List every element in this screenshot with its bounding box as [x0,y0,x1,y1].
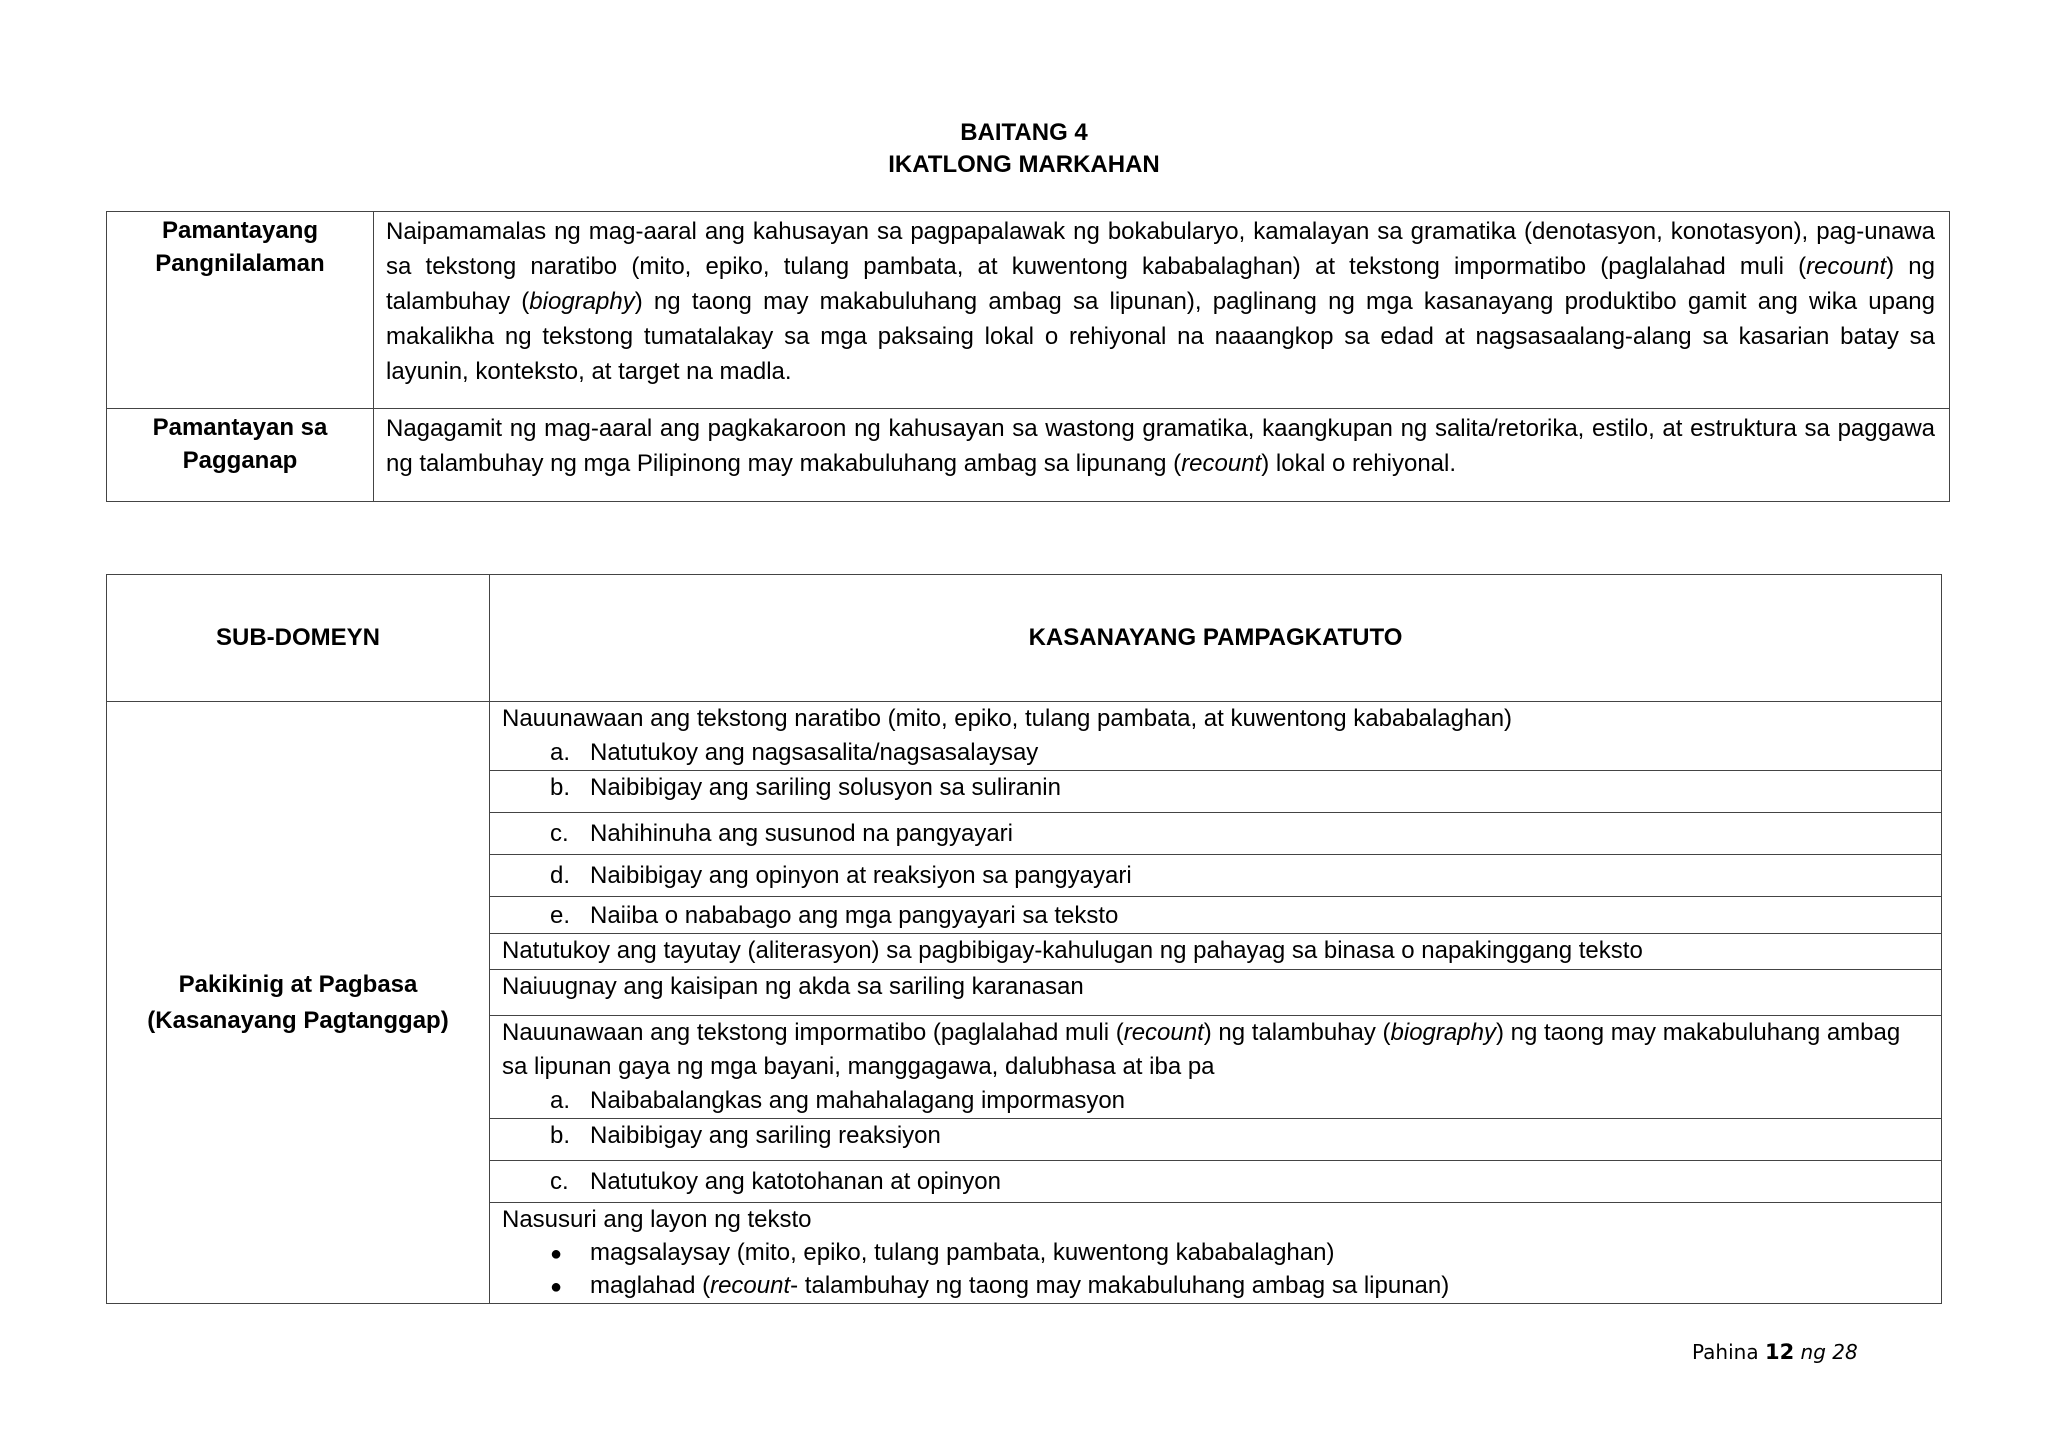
list-item [502,1161,1927,1199]
item-marker: b. [550,774,571,801]
page-total: 28 [1832,1340,1858,1364]
competency-cell [490,1119,1942,1161]
performance-standard-text: Nagagamit ng mag-aaral ang pagkakaroon ng kahusayan sa wastong gramatika, kaangkupan ng salita/retorika, estilo, at estruktura sa paggawa ng talambuhay ng mga Pilipinong may makabuluhang ambag sa lipunang (recount) lokal o rehiyonal. [374,409,1950,502]
bullet-icon: ● [550,1243,563,1265]
performance-standard-row [107,409,1950,502]
item-text: Natutukoy ang katotohanan at opinyon [590,1168,1001,1195]
competency-cell: Natutukoy ang tayutay (aliterasyon) sa pagbibigay-kahulugan ng pahayag sa binasa o napakinggang teksto [490,934,1942,970]
page-number: 12 [1764,1340,1795,1364]
item-text: Naibibigay ang opinyon at reaksiyon sa pangyayari [590,862,1132,889]
subdomain-line2: (Kasanayang Pagtanggap) [147,1006,449,1034]
competency-cell [490,897,1942,934]
item-marker: a. [550,1087,571,1114]
competency-cell [490,855,1942,897]
item-marker: b. [550,1122,571,1149]
content-standard-row [107,212,1950,409]
list-item [502,736,1927,770]
page-footer [1692,1340,1858,1364]
list-item [502,813,1927,851]
subdomain-column-header: SUB-DOMEYN [107,575,490,702]
competency-cell [490,1016,1942,1119]
competency-cell [490,1161,1942,1203]
table-row [107,702,1942,771]
content-standard-text: Naipamamalas ng mag-aaral ang kahusayan sa pagpapalawak ng bokabularyo, kamalayan sa gramatika (denotasyon, konotasyon), pag-unawa sa tekstong naratibo (mito, epiko, tulang pambata, at kuwentong kababalaghan) at tekstong impormatibo (paglalahad muli (recount) ng talambuhay (biography) ng taong may makabuluhang ambag sa lipunan), paglinang ng mga kasanayang produktibo gamit ang wika upang makalikha ng tekstong tumatalakay sa mga paksaing lokal o rehiyonal na naaangkop sa edad at nagsasaalang-alang sa kasarian batay sa layunin, konteksto, at target na madla. [374,212,1950,409]
page-label: Pahina [1692,1340,1759,1364]
list-item [502,855,1927,893]
group2-intro: Nauunawaan ang tekstong impormatibo (paglalahad muli (recount) ng talambuhay (biography) ng taong may makabuluhang ambag sa lipunan gaya ng mga bayani, manggagawa, dalubhasa at iba pa [502,1019,1901,1080]
item-text: Natutukoy ang nagsasalita/nagsasalaysay [590,739,1039,766]
competencies-table [106,574,1942,1304]
competency-cell [490,813,1942,855]
item-text: Naiiba o nababago ang mga pangyayari sa teksto [590,902,1119,929]
quarter-heading: IKATLONG MARKAHAN [888,151,1160,178]
competency-cell [490,702,1942,771]
group1-intro: Nauunawaan ang tekstong naratibo (mito, epiko, tulang pambata, at kuwentong kababalaghan) [502,705,1513,732]
performance-standard-label: Pamantayan sa Pagganap [107,409,374,502]
subdomain-line1: Pakikinig at Pagbasa [178,970,418,998]
bullet-text: magsalaysay (mito, epiko, tulang pambata, kuwentong kababalaghan) [590,1239,1335,1266]
bullet-item [502,1237,1927,1270]
list-item [502,897,1927,933]
item-marker: c. [550,1168,569,1195]
content-standard-label: Pamantayang Pangnilalaman [107,212,374,409]
competency-cell [490,1203,1942,1304]
item-text: Nahihinuha ang susunod na pangyayari [590,820,1013,847]
list-item [502,1084,1927,1118]
item-marker: a. [550,739,571,766]
list-item [502,1119,1927,1153]
page-separator: ng [1800,1340,1826,1364]
grade-heading: BAITANG 4 [960,119,1088,146]
bullet-icon: ● [550,1276,563,1298]
competency-column-header: KASANAYANG PAMPAGKATUTO [490,575,1942,702]
competency-cell: Naiuugnay ang kaisipan ng akda sa sariling karanasan [490,970,1942,1016]
list-item [502,771,1927,805]
group3-intro: Nasusuri ang layon ng teksto [502,1206,812,1233]
subdomain-cell [107,702,490,1304]
competency-cell [490,771,1942,813]
item-marker: c. [550,820,569,847]
item-text: Naibibigay ang sariling reaksiyon [590,1122,941,1149]
standards-table [106,211,1950,502]
item-text: Naibibigay ang sariling solusyon sa suliranin [590,774,1061,801]
item-text: Naibabalangkas ang mahahalagang impormasyon [590,1087,1126,1114]
bullet-item [502,1270,1927,1303]
item-marker: e. [550,902,571,929]
item-marker: d. [550,862,571,889]
table-header-row [107,575,1942,702]
bullet-text: maglahad (recount- talambuhay ng taong may makabuluhang ambag sa lipunan) [590,1272,1450,1299]
